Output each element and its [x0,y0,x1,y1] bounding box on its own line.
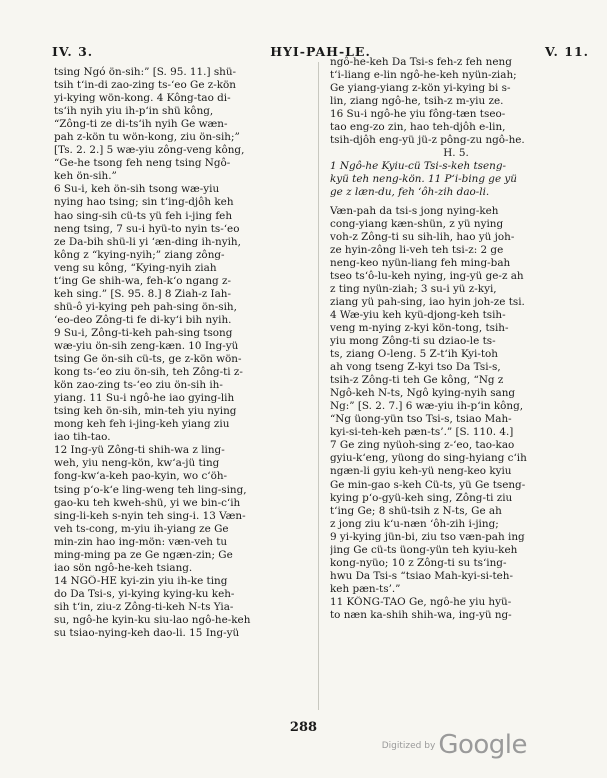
text-line: min-zin hao ing-mön: væn-veh tu [54,535,228,548]
watermark-brand: Google [438,730,527,760]
text-line: 6 Su-i, keh ön-sih tsong wæ-yiu [54,183,220,196]
text-line: sih t‘in, ziu-z Zông-ti-keh N-ts Yia- [54,600,234,613]
text-line: yiang. 11 Su-i ngô-he iao gying-lih [54,392,235,405]
text-line: Ng:” [S. 2. 7.] 6 wæ-yiu ih-p‘in kông, [330,400,524,413]
right-column-body [330,205,582,623]
google-watermark [382,730,527,760]
chapter-heading: H. 5. [443,147,469,160]
text-line: tsing p‘o-k‘e ling-weng teh ling-sing, [54,483,247,496]
text-line: “Ge-he tsong feh neng tsing Ngô- [54,157,231,170]
page-number: 288 [289,720,318,735]
text-line: veh ts-cong, m-yiu ih-yiang ze Ge [54,522,229,535]
text-line: hao sing-sih cü-ts yü feh i-jing feh [54,209,233,222]
text-line: tsih t‘in-di zao-zing ts-‘eo Ge z-kön [54,79,236,92]
text-line: 1 Ngô-he Kyiu-cü Tsi-s-keh tseng- [330,160,507,173]
header-right-reference: V. 11. [545,44,589,59]
text-line: yiu mong Zông-ti su dziao-le ts- [330,334,496,347]
text-line: t‘ing Ge; 8 shü-tsih z N-ts, Ge ah [330,504,502,517]
text-line: ah vong tseng Z-kyi tso Da Tsi-s, [330,361,501,374]
text-line: iao sön ngô-he-keh tsiang. [54,561,193,574]
text-line: iao tih-tao. [54,431,111,444]
text-line: tao eng-zo zin, hao teh-djôh e-lin, [330,121,506,134]
right-column [330,56,582,622]
text-line: Ge yiang-yiang z-kön yi-kying bi s- [330,82,511,95]
right-column-top-text [330,56,582,147]
left-column [54,66,316,640]
text-line: keh sing.” [S. 95. 8.] 8 Ziah-z Iah- [54,287,231,300]
text-line: weh, yiu neng-kön, kw‘a-jü ting [54,457,220,470]
text-line: nying hao tsing; sin t‘ing-djôh keh [54,196,234,209]
text-line: jing Ge cü-ts üong-yün teh kyiu-keh [330,543,518,556]
text-line: ze hyin-zông li-veh teh tsi-z: 2 ge [330,243,504,256]
text-line: t‘ing Ge shih-wa, feh-k‘o ngang z- [54,274,231,287]
text-line: wæ-yiu ön-sih zeng-kæn. 10 Ing-yü [54,339,239,352]
text-line: kying p‘o-gyü-keh sing, Zông-ti ziu [330,491,513,504]
text-line: t‘i-liang e-lin ngô-he-keh nyün-ziah; [330,69,517,82]
text-line: mong keh feh i-jing-keh yiang ziu [54,418,230,431]
text-line: Ngô-keh N-ts, Ngô kying-nyih sang [330,387,516,400]
text-line: 9 yi-kying jün-bi, ziu tso væn-pah ing [330,530,525,543]
text-line: ngæn-li gyiu keh-yü neng-keo kyiu [330,465,512,478]
text-line: su, ngô-he kyin-ku siu-lao ngô-he-keh [54,613,251,626]
text-line: cong-yiang kæn-shün, z yü nying [330,217,504,230]
text-line: [Ts. 2. 2.] 5 wæ-yiu zông-veng kông, [54,144,245,157]
text-line: ming-ming pa ze Ge ngæn-zin; Ge [54,548,233,561]
text-line: pah z-kön tu wön-kong, ziu ön-sih;” [54,131,240,144]
text-line: 14 NGÔ-HE kyi-zin yiu ih-ke ting [54,574,228,587]
text-line: su tsiao-nying-keh dao-li. 15 Ing-yü [54,627,240,640]
text-line: neng-keo nyün-liang feh ming-bah [330,256,511,269]
text-line: ze Da-bih shü-li yi ‘æn-ding ih-nyih, [54,235,241,248]
text-line: sing-li-keh s-nyin teh sing-i. 13 Væn- [54,509,246,522]
text-line: tsing Ge ön-sih cü-ts, ge z-kön wön- [54,353,242,366]
text-line: tsih-djôh eng-yü jü-z pông-zu ngô-he. [330,134,525,147]
text-line: z ting nyün-ziah; 3 su-i yü z-kyi, [330,282,497,295]
watermark-prefix: Digitized by [381,740,436,751]
text-line: shü-ô yi-kying peh pah-sing ön-sih, [54,300,237,313]
text-line: 7 Ge zing nyüoh-sing z-‘eo, tao-kao [330,439,515,452]
text-line: tsing Ngó ön-sih:” [S. 95. 11.] shü- [54,66,237,78]
text-line: ge z læn-du, feh ‘ôh-zih dao-li. [330,186,490,199]
text-line: hwu Da Tsi-s “tsiao Mah-kyi-si-teh- [330,569,514,582]
text-line: fong-kw‘a-keh pao-kyin, wo c‘öh- [54,470,228,483]
text-line: keh pæn-ts’.” [330,582,401,595]
chapter-summary [330,160,582,199]
header-left-reference: IV. 3. [52,44,94,59]
text-line: Ge min-gao s-keh Cü-ts, yü Ge tseng- [330,478,526,491]
text-line: tsih-z Zông-ti teh Ge kông, “Ng z [330,374,504,387]
text-line: veng m-nying z-kyi kön-tong, tsih- [330,321,509,334]
text-line: Væn-pah da tsi-s jong nying-keh [330,204,499,217]
text-line: kön zao-zing ts-‘eo ziu ön-sih ih- [54,379,223,392]
text-line: keh ön-sih.” [54,170,117,183]
text-line: ngô-he-keh Da Tsi-s feh-z feh neng [330,56,512,68]
text-line: 16 Su-i ngô-he yiu fông-tæn tseo- [330,108,506,121]
text-line: ts‘ih nyih yiu ih-p‘in shü kông, [54,105,214,118]
text-line: ‘eo-deo Zông-ti fe di-ky‘i bih nyih. [54,313,232,326]
text-line: veng su kông, “Kying-nyih ziah [54,261,217,274]
text-line: 9 Su-i, Zông-ti-keh pah-sing tsong [54,326,233,339]
text-line: do Da Tsi-s, yi-kying kying-ku keh- [54,587,235,600]
text-line: 12 Ing-yü Zông-ti shih-wa z ling- [54,444,225,457]
text-line: tsing keh ön-sih, min-teh yiu nying [54,405,237,418]
text-line: kong-nyüo; 10 z Zông-ti su ts‘ing- [330,556,507,569]
text-line: gyiu-k‘eng, yüong do sing-hyiang c‘ih [330,452,527,465]
header-title: HYI-PAH-LE. [270,44,371,59]
text-line: tseo ts‘ô-lu-keh nying, ing-yü ge-z ah [330,269,524,282]
text-line: kyi-si-teh-keh pæn-ts’.” [S. 110. 4.] [330,426,514,439]
column-divider [318,62,319,710]
text-line: kông z “kying-nyih;” ziang zông- [54,248,225,261]
text-line: gao-ku teh kweh-shü, yi we bin-c‘ih [54,496,241,509]
text-line: “Ng üong-yün tso Tsi-s, tsiao Mah- [330,413,512,426]
text-line: yi-kying wön-kong. 4 Kông-tao di- [54,92,231,105]
text-line: “Zông-ti ze di-ts‘ih nyih Ge wæn- [54,118,228,131]
text-line: kyü teh neng-kön. 11 P‘i-bing ge yü [330,173,517,186]
text-line: z jong ziu k‘u-næn ‘ôh-zih i-jing; [330,517,499,530]
text-line: neng tsing, 7 su-i hyü-to nyin ts-‘eo [54,222,240,235]
text-line: 11 KÔNG-TAO Ge, ngô-he yiu hyü- [330,595,512,608]
text-line: to næn ka-shih shih-wa, ing-yü ng- [330,608,512,621]
text-line: voh-z Zông-ti su sih-lih, hao yü joh- [330,230,515,243]
text-line: lin, ziang ngô-he, tsih-z m-yiu ze. [330,95,504,108]
text-line: 4 Wæ-yiu keh kyü-djong-keh tsih- [330,308,506,321]
text-line: ts, ziang O-leng. 5 Z-t‘ih Kyi-toh [330,348,498,361]
text-line: kong ts-‘eo ziu ön-sih, teh Zông-ti z- [54,366,243,379]
text-line: ziang yü pah-sing, iao hyin joh-ze tsi. [330,295,525,308]
